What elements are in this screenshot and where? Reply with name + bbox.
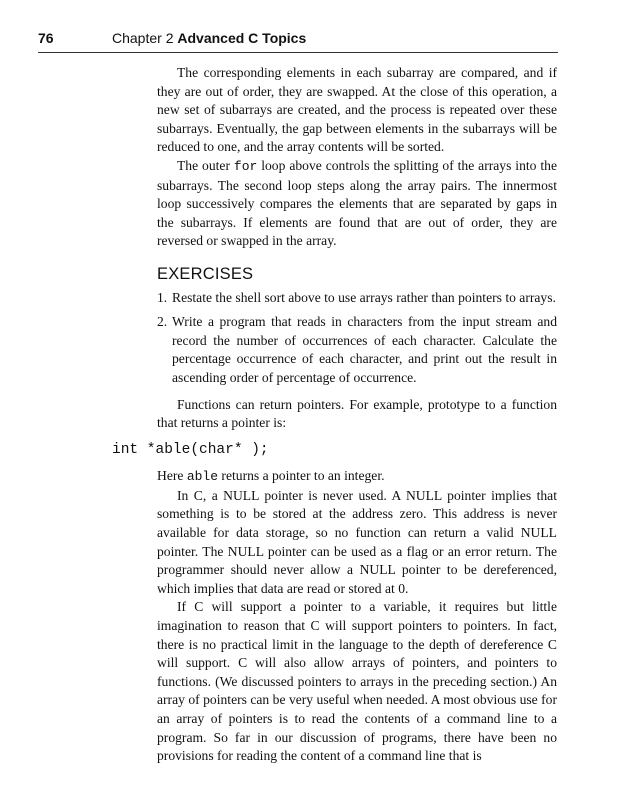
exercise-list	[157, 289, 557, 388]
page-number: 76	[38, 30, 54, 46]
paragraph-pointer-to-pointer: If C will support a pointer to a variable, it requires but little imagination to reason that C will support pointers to pointers. In fact, there is no practical limit in the language to the depth of dereference C will support. C will also allow arrays of pointers, and pointers to functions. (We discussed pointers to arrays in the preceding section.) An array of pointers can be very useful when needed. A most obvious use for an array of pointers is to read the contents of a command line to a program. So far in our discussion of programs, there have been no provisions for reading the content of a command line that is	[157, 599, 557, 764]
chapter-label: Chapter 2	[112, 30, 174, 46]
exercise-text: Write a program that reads in characters from the input stream and record the number of occurrences of each character. Calculate the percentage occurrence of each character, and print out the result in ascending order of percentage of occurrence.	[172, 314, 557, 385]
p4-text-pre: Here	[157, 468, 187, 484]
exercise-text: Restate the shell sort above to use arrays rather than pointers to arrays.	[172, 289, 556, 305]
running-header	[38, 30, 558, 50]
chapter-heading	[112, 30, 306, 46]
p2-text-post: loop above controls the splitting of the arrays into the subarrays. The second loop steps along the array pairs. The innermost loop successively compares the elements that are separated by gaps in the subarrays. If elements are found that are out of order, they are reversed or swapped in the array.	[157, 157, 557, 249]
p4-text-post: returns a pointer to an integer.	[218, 468, 385, 484]
p2-text-pre: The outer	[177, 157, 234, 173]
paragraph-able	[157, 467, 557, 487]
header-rule	[38, 52, 558, 53]
paragraph-subarray-compare: The corresponding elements in each subarray are compared, and if they are out of order, they are swapped. At the close of this operation, a new set of subarrays are created, and the process is repeated over these subarrays. Eventually, the gap between elements in the subarrays will be reduced to one, and the array contents will be sorted.	[157, 65, 557, 155]
inline-code-able: able	[186, 469, 219, 485]
paragraph-functions-return-pointers: Functions can return pointers. For example, prototype to a function that returns a pointer is:	[157, 396, 557, 431]
paragraph-outer-loop	[157, 157, 557, 251]
exercise-item	[157, 289, 557, 308]
exercise-number: 1.	[157, 289, 168, 305]
exercise-number: 2.	[157, 314, 168, 330]
exercise-item	[157, 313, 557, 387]
code-prototype: int *able(char* );	[112, 441, 269, 458]
exercises-heading: EXERCISES	[157, 264, 254, 283]
paragraph-null-pointer: In C, a NULL pointer is never used. A NULL pointer implies that something is to be stored at the address zero. This address is never available for data storage, so no function can return a valid NULL pointer. The NULL pointer can be used as a flag or an error return. The programmer should never allow a NULL pointer to be dereferenced, which implies that data are read or stored at 0.	[157, 487, 557, 596]
body-text	[112, 64, 557, 766]
inline-code-for: for	[233, 158, 258, 174]
chapter-title: Advanced C Topics	[177, 30, 307, 46]
